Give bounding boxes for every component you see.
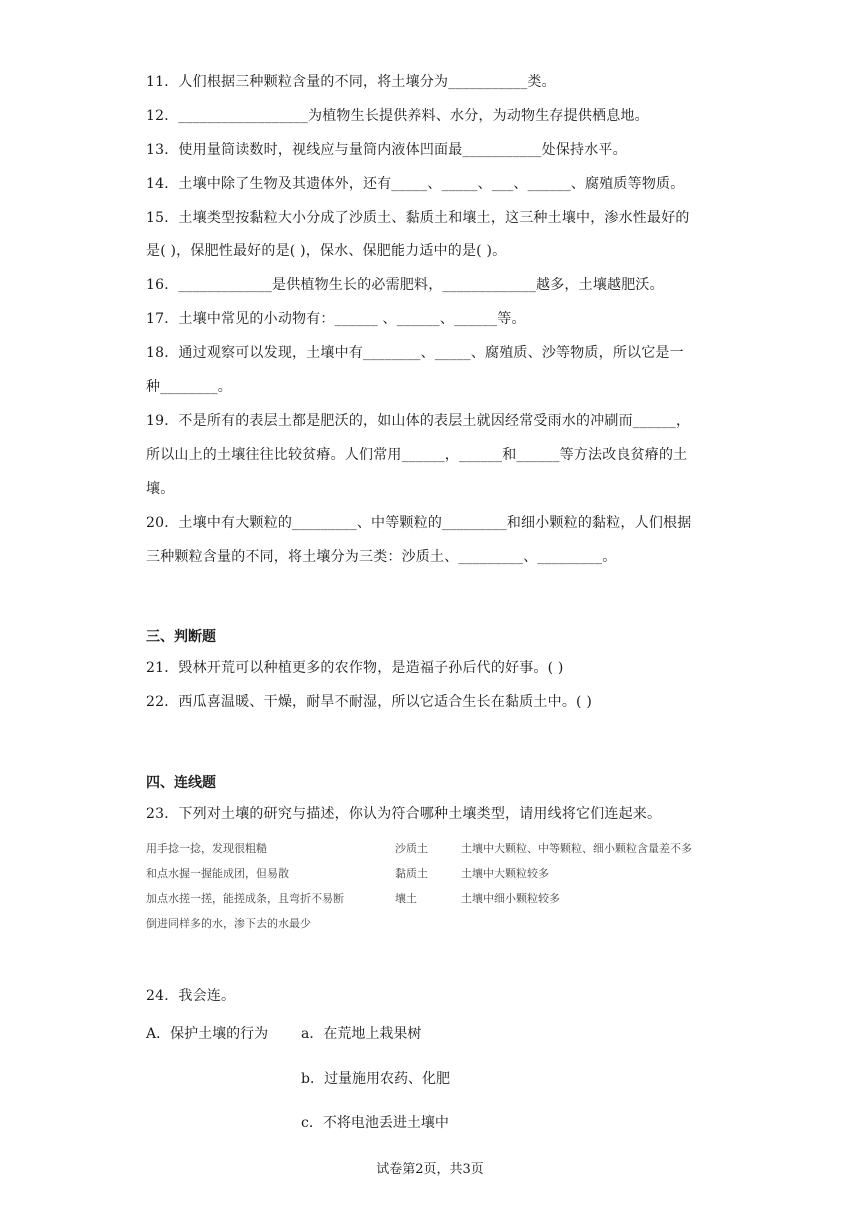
q23-mid-3: 壤土 [395,892,417,905]
question-13: 13．使用量筒读数时，视线应与量筒内液体凹面最___________处保持水平。 [146,142,627,158]
q23-right-2: 土壤中大颗粒较多 [461,867,549,880]
question-19-line3: 壤。 [146,481,175,497]
q23-left-1: 用手捻一捻，发现很粗糙 [146,842,267,855]
q24-option-c: c．不将电池丢进土壤中 [301,1115,449,1131]
q23-right-3: 土壤中细小颗粒较多 [461,892,560,905]
section-3-title: 三、判断题 [146,629,216,645]
question-22: 22．西瓜喜温暖、干燥，耐旱不耐湿，所以它适合生长在黏质土中。( ) [146,694,592,710]
question-18-line1: 18．通过观察可以发现，土壤中有________、_____、腐殖质、沙等物质，所以它是一 [146,345,684,361]
question-16: 16．_____________是供植物生长的必需肥料，_____________越多，土壤越肥沃。 [146,277,664,293]
q24-left-a: A．保护土壤的行为 [146,1026,269,1042]
question-14: 14．土壤中除了生物及其遗体外，还有_____、_____、___、______、腐殖质等物质。 [146,176,685,192]
question-20-line1: 20．土壤中有大颗粒的_________、中等颗粒的_________和细小颗粒的黏粒，人们根据 [146,515,692,531]
question-17: 17．土壤中常见的小动物有：______ 、______、______等。 [146,311,526,327]
q23-mid-1: 沙质土 [395,842,428,855]
section-4-title: 四、连线题 [146,775,216,791]
q23-left-4: 倒进同样多的水，渗下去的水最少 [146,917,311,930]
question-19-line2: 所以山上的土壤往往比较贫瘠。人们常用______，______和______等方法改良贫瘠的土 [146,447,688,463]
question-15-line1: 15．土壤类型按黏粒大小分成了沙质土、黏质土和壤土，这三种土壤中，渗水性最好的 [146,210,690,226]
q23-left-3: 加点水搓一搓，能搓成条，且弯折不易断 [146,892,344,905]
question-18-line2: 种________。 [146,379,232,395]
question-23: 23．下列对土壤的研究与描述，你认为符合哪种土壤类型，请用线将它们连起来。 [146,806,662,822]
q24-option-b: b．过量施用农药、化肥 [301,1071,450,1087]
q23-right-1: 土壤中大颗粒、中等颗粒、细小颗粒含量差不多 [461,842,692,855]
question-24: 24．我会连。 [146,988,236,1004]
question-11: 11．人们根据三种颗粒含量的不同，将土壤分为___________类。 [146,74,556,90]
question-12: 12．__________________为植物生长提供养料、水分，为动物生存提供栖息地。 [146,108,649,124]
question-21: 21．毁林开荒可以种植更多的农作物，是造福子孙后代的好事。( ) [146,660,564,676]
q23-left-2: 和点水握一握能成团，但易散 [146,867,289,880]
question-15-line2: 是( )，保肥性最好的是( )，保水、保肥能力适中的是( )。 [146,243,507,259]
q24-option-a: a．在荒地上栽果树 [301,1026,422,1042]
q23-mid-2: 黏质土 [395,867,428,880]
question-19-line1: 19．不是所有的表层土都是肥沃的，如山体的表层土就因经常受雨水的冲刷而______， [146,413,691,429]
question-20-line2: 三种颗粒含量的不同，将土壤分为三类：沙质土、_________、_________。 [146,549,617,565]
page-footer: 试卷第2页，共3页 [376,1162,484,1177]
